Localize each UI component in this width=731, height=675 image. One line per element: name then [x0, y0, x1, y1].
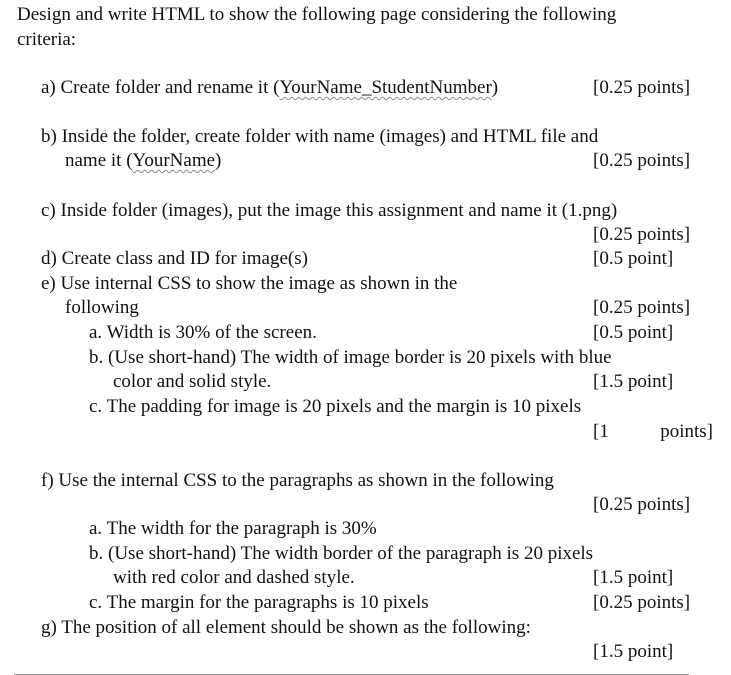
item-f-b-line-1: b. (Use short-hand) The width border of the paragraph is 20 pixels	[89, 543, 594, 564]
item-e-b-points: [1.5 point]	[593, 371, 674, 392]
item-d-text: d) Create class and ID for image(s)	[41, 248, 308, 269]
item-g-text: g) The position of all element should be shown as the following:	[41, 617, 531, 638]
item-e-b-line-1: b. (Use short-hand) The width of image border is 20 pixels with blue	[89, 347, 612, 368]
item-f-c-text: c. The margin for the paragraphs is 10 pixels	[89, 592, 429, 613]
item-f-b-line-2: with red color and dashed style.	[113, 567, 355, 588]
item-a-points: [0.25 points]	[593, 77, 691, 98]
intro-line-2: criteria:	[17, 29, 77, 50]
name-token-yourname: YourName	[132, 150, 216, 171]
item-f-points: [0.25 points]	[593, 494, 691, 515]
item-e-points: [0.25 points]	[593, 297, 691, 318]
item-c-text: c) Inside folder (images), put the image this assignment and name it (1.png)	[41, 200, 618, 221]
item-f-b-points: [1.5 point]	[593, 567, 674, 588]
intro-line-1	[17, 4, 727, 26]
item-f-c-points: [0.25 points]	[593, 592, 691, 613]
intro-text-1: Design and write HTML to show the following page considering the following	[17, 4, 617, 25]
item-c-points: [0.25 points]	[593, 224, 691, 245]
item-e-a-text: a. Width is 30% of the screen.	[89, 322, 317, 343]
item-e-a-points: [0.5 point]	[593, 322, 674, 343]
item-e-line-2: following	[65, 297, 139, 318]
item-b-line-1: b) Inside the folder, create folder with name (images) and HTML file and	[41, 126, 599, 147]
item-a-text: a) Create folder and rename it (YourName_StudentNumber)	[41, 77, 499, 98]
name-token-yourname-studentnumber: YourName_StudentNumber	[279, 77, 492, 98]
item-d-points: [0.5 point]	[593, 248, 674, 269]
item-e-c-line-1: c. The padding for image is 20 pixels and the margin is 10 pixels	[89, 396, 582, 417]
item-b-points: [0.25 points]	[593, 150, 691, 171]
item-b-line-2: name it (YourName)	[65, 150, 222, 171]
item-g-points: [1.5 point]	[593, 641, 674, 662]
item-e-b-line-2: color and solid style.	[113, 371, 272, 392]
item-e-c-points: [1 points]	[593, 421, 713, 442]
item-e-line-1: e) Use internal CSS to show the image as shown in the	[41, 273, 458, 294]
item-f-line-1: f) Use the internal CSS to the paragraphs as shown in the following	[41, 470, 554, 491]
item-f-a-text: a. The width for the paragraph is 30%	[89, 518, 377, 539]
